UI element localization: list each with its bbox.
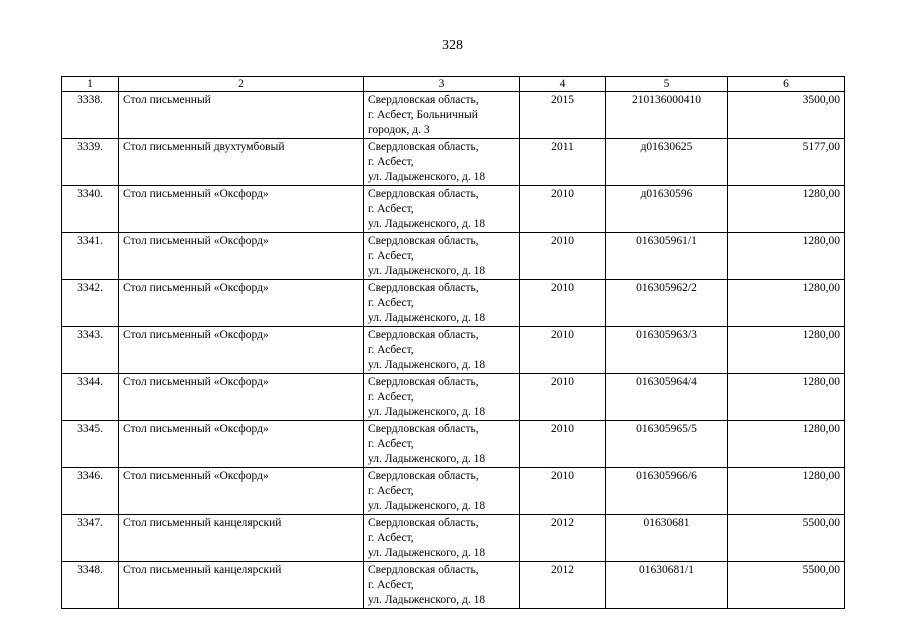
address-line: ул. Ладыженского, д. 18 [368,547,486,559]
address-line: Свердловская область, [368,376,479,388]
item-name-cell: Стол письменный «Оксфорд» [119,421,364,468]
column-header: 6 [728,77,845,92]
address-cell [364,515,520,562]
cost-cell: 1280,00 [728,374,845,421]
inventory-number-cell: 016305964/4 [606,374,728,421]
inventory-number-cell: 016305966/6 [606,468,728,515]
row-number-cell: 3344. [62,374,119,421]
table-row [62,327,845,374]
table-row [62,186,845,233]
year-cell: 2010 [520,280,606,327]
column-header: 2 [119,77,364,92]
cost-cell: 1280,00 [728,421,845,468]
year-cell: 2010 [520,374,606,421]
row-number-cell: 3348. [62,562,119,609]
table-row [62,562,845,609]
year-cell: 2010 [520,421,606,468]
item-name-cell: Стол письменный двухтумбовый [119,139,364,186]
year-cell: 2010 [520,233,606,280]
column-header: 1 [62,77,119,92]
row-number-cell: 3339. [62,139,119,186]
year-cell: 2010 [520,468,606,515]
address-line: ул. Ладыженского, д. 18 [368,594,486,606]
address-line: ул. Ладыженского, д. 18 [368,171,486,183]
row-number-cell: 3347. [62,515,119,562]
year-cell: 2010 [520,186,606,233]
year-cell: 2010 [520,327,606,374]
address-cell [364,280,520,327]
address-line: Свердловская область, [368,94,479,106]
inventory-number-cell: 01630681/1 [606,562,728,609]
table-row [62,374,845,421]
row-number-cell: 3346. [62,468,119,515]
cost-cell: 1280,00 [728,186,845,233]
address-line: Свердловская область, [368,188,479,200]
cost-cell: 1280,00 [728,327,845,374]
address-line: г. Асбест, [368,344,414,356]
address-cell [364,421,520,468]
item-name-cell: Стол письменный «Оксфорд» [119,233,364,280]
inventory-number-cell: 016305965/5 [606,421,728,468]
table-row [62,280,845,327]
year-cell: 2011 [520,139,606,186]
item-name-cell: Стол письменный «Оксфорд» [119,374,364,421]
row-number-cell: 3340. [62,186,119,233]
address-line: Свердловская область, [368,282,479,294]
cost-cell: 1280,00 [728,233,845,280]
inventory-number-cell: 01630681 [606,515,728,562]
address-line: г. Асбест, [368,438,414,450]
page-number: 328 [442,38,463,53]
address-line: г. Асбест, [368,391,414,403]
inventory-number-cell: 016305961/1 [606,233,728,280]
inventory-number-cell: 016305962/2 [606,280,728,327]
column-header: 5 [606,77,728,92]
address-line: Свердловская область, [368,517,479,529]
address-line: ул. Ладыженского, д. 18 [368,359,486,371]
address-line: ул. Ладыженского, д. 18 [368,265,486,277]
inventory-number-cell: д01630596 [606,186,728,233]
item-name-cell: Стол письменный канцелярский [119,515,364,562]
address-line: ул. Ладыженского, д. 18 [368,312,486,324]
item-name-cell: Стол письменный канцелярский [119,562,364,609]
table-row [62,92,845,139]
table-row [62,139,845,186]
year-cell: 2012 [520,562,606,609]
address-cell [364,92,520,139]
inventory-number-cell: 210136000410 [606,92,728,139]
address-line: ул. Ладыженского, д. 18 [368,453,486,465]
address-line: г. Асбест, [368,250,414,262]
address-line: Свердловская область, [368,141,479,153]
column-header: 3 [364,77,520,92]
address-line: городок, д. 3 [368,124,430,136]
address-line: г. Асбест, Больничный [368,109,478,121]
row-number-cell: 3338. [62,92,119,139]
address-line: Свердловская область, [368,564,479,576]
column-header: 4 [520,77,606,92]
table-row [62,233,845,280]
address-cell [364,327,520,374]
cost-cell: 1280,00 [728,468,845,515]
address-line: ул. Ладыженского, д. 18 [368,218,486,230]
address-line: г. Асбест, [368,485,414,497]
cost-cell: 5177,00 [728,139,845,186]
row-number-cell: 3342. [62,280,119,327]
address-cell [364,233,520,280]
address-cell [364,139,520,186]
address-line: г. Асбест, [368,297,414,309]
cost-cell: 5500,00 [728,515,845,562]
year-cell: 2012 [520,515,606,562]
row-number-cell: 3343. [62,327,119,374]
cost-cell: 1280,00 [728,280,845,327]
row-number-cell: 3341. [62,233,119,280]
row-number-cell: 3345. [62,421,119,468]
address-line: г. Асбест, [368,579,414,591]
address-line: Свердловская область, [368,423,479,435]
address-line: ул. Ладыженского, д. 18 [368,500,486,512]
column-number-row [62,77,845,92]
inventory-number-cell: д01630625 [606,139,728,186]
property-registry-table [61,76,845,609]
address-cell [364,468,520,515]
cost-cell: 3500,00 [728,92,845,139]
item-name-cell: Стол письменный «Оксфорд» [119,186,364,233]
address-cell [364,374,520,421]
item-name-cell: Стол письменный «Оксфорд» [119,280,364,327]
address-line: г. Асбест, [368,532,414,544]
table-row [62,421,845,468]
address-line: Свердловская область, [368,235,479,247]
item-name-cell: Стол письменный «Оксфорд» [119,327,364,374]
table-row [62,515,845,562]
item-name-cell: Стол письменный [119,92,364,139]
address-cell [364,186,520,233]
inventory-number-cell: 016305963/3 [606,327,728,374]
address-line: Свердловская область, [368,470,479,482]
address-cell [364,562,520,609]
address-line: г. Асбест, [368,203,414,215]
item-name-cell: Стол письменный «Оксфорд» [119,468,364,515]
address-line: Свердловская область, [368,329,479,341]
year-cell: 2015 [520,92,606,139]
table-row [62,468,845,515]
address-line: ул. Ладыженского, д. 18 [368,406,486,418]
address-line: г. Асбест, [368,156,414,168]
cost-cell: 5500,00 [728,562,845,609]
